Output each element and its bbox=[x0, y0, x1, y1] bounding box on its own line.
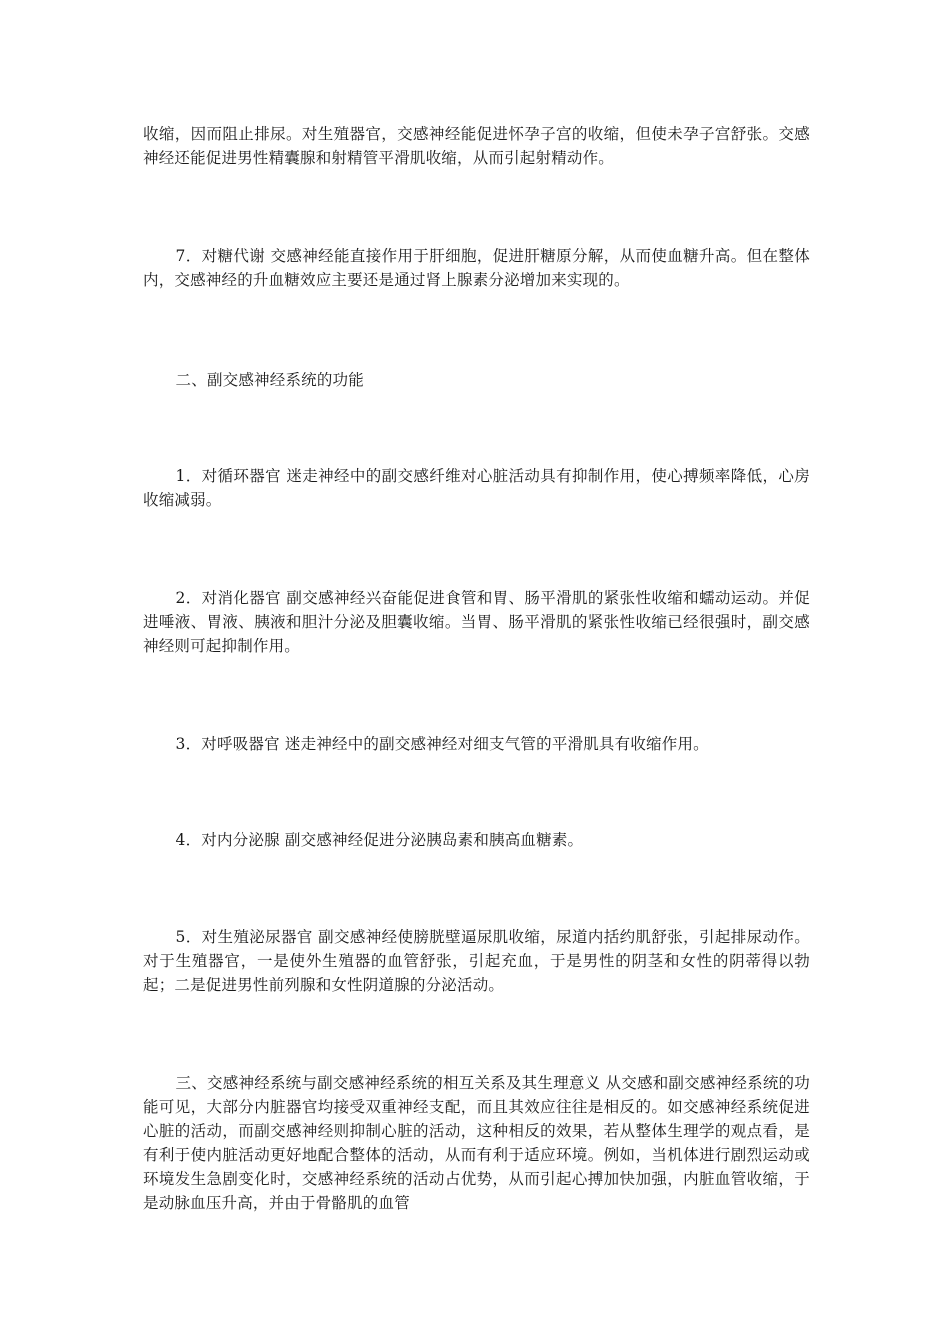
paragraph-digestive: 2．对消化器官 副交感神经兴奋能促进食管和胃、肠平滑肌的紧张性收缩和蠕动运动。并促进唾液、胃液、胰液和胆汁分泌及胆囊收缩。当胃、肠平滑肌的紧张性收缩已经很强时，副交感神经则可起抑制作用。 bbox=[143, 589, 810, 655]
paragraph-circulatory: 1．对循环器官 迷走神经中的副交感纤维对心脏活动具有抑制作用，使心搏频率降低，心房收缩减弱。 bbox=[143, 467, 810, 509]
section-heading-interrelation: 三、交感神经系统与副交感神经系统的相互关系及其生理意义 从交感和副交感神经系统的功能可见，大部分内脏器官均接受双重神经支配，而且其效应往往是相反的。如交感神经系统促进心脏的活动，而副交感神经则抑制心脏的活动，这种相反的效果，若从整体生理学的观点看，是有利于使内脏活动更好地配合整体的活动，从而有利于适应环境。例如，当机体进行剧烈运动或环境发生急剧变化时，交感神经系统的活动占优势，从而引起心搏加快加强，内脏血管收缩，于是动脉血压升高，并由于骨骼肌的血管 bbox=[143, 1074, 810, 1212]
paragraph-continuation-reproductive: 收缩，因而阻止排尿。对生殖器官，交感神经能促进怀孕子宫的收缩，但使未孕子宫舒张。交感神经还能促进男性精囊腺和射精管平滑肌收缩，从而引起射精动作。 bbox=[143, 125, 810, 167]
paragraph-reproductive-urinary: 5．对生殖泌尿器官 副交感神经使膀胱壁逼尿肌收缩，尿道内括约肌舒张，引起排尿动作。对于生殖器官，一是使外生殖器的血管舒张，引起充血，于是男性的阴茎和女性的阴蒂得以勃起；二是促进男性前列腺和女性阴道腺的分泌活动。 bbox=[143, 928, 810, 994]
section-heading-parasympathetic: 二、副交感神经系统的功能 bbox=[175, 371, 364, 389]
paragraph-sugar-metabolism: 7．对糖代谢 交感神经能直接作用于肝细胞，促进肝糖原分解，从而使血糖升高。但在整体内，交感神经的升血糖效应主要还是通过肾上腺素分泌增加来实现的。 bbox=[143, 247, 810, 289]
paragraph-endocrine: 4．对内分泌腺 副交感神经促进分泌胰岛素和胰高血糖素。 bbox=[175, 831, 584, 849]
paragraph-respiratory: 3．对呼吸器官 迷走神经中的副交感神经对细支气管的平滑肌具有收缩作用。 bbox=[175, 735, 709, 753]
